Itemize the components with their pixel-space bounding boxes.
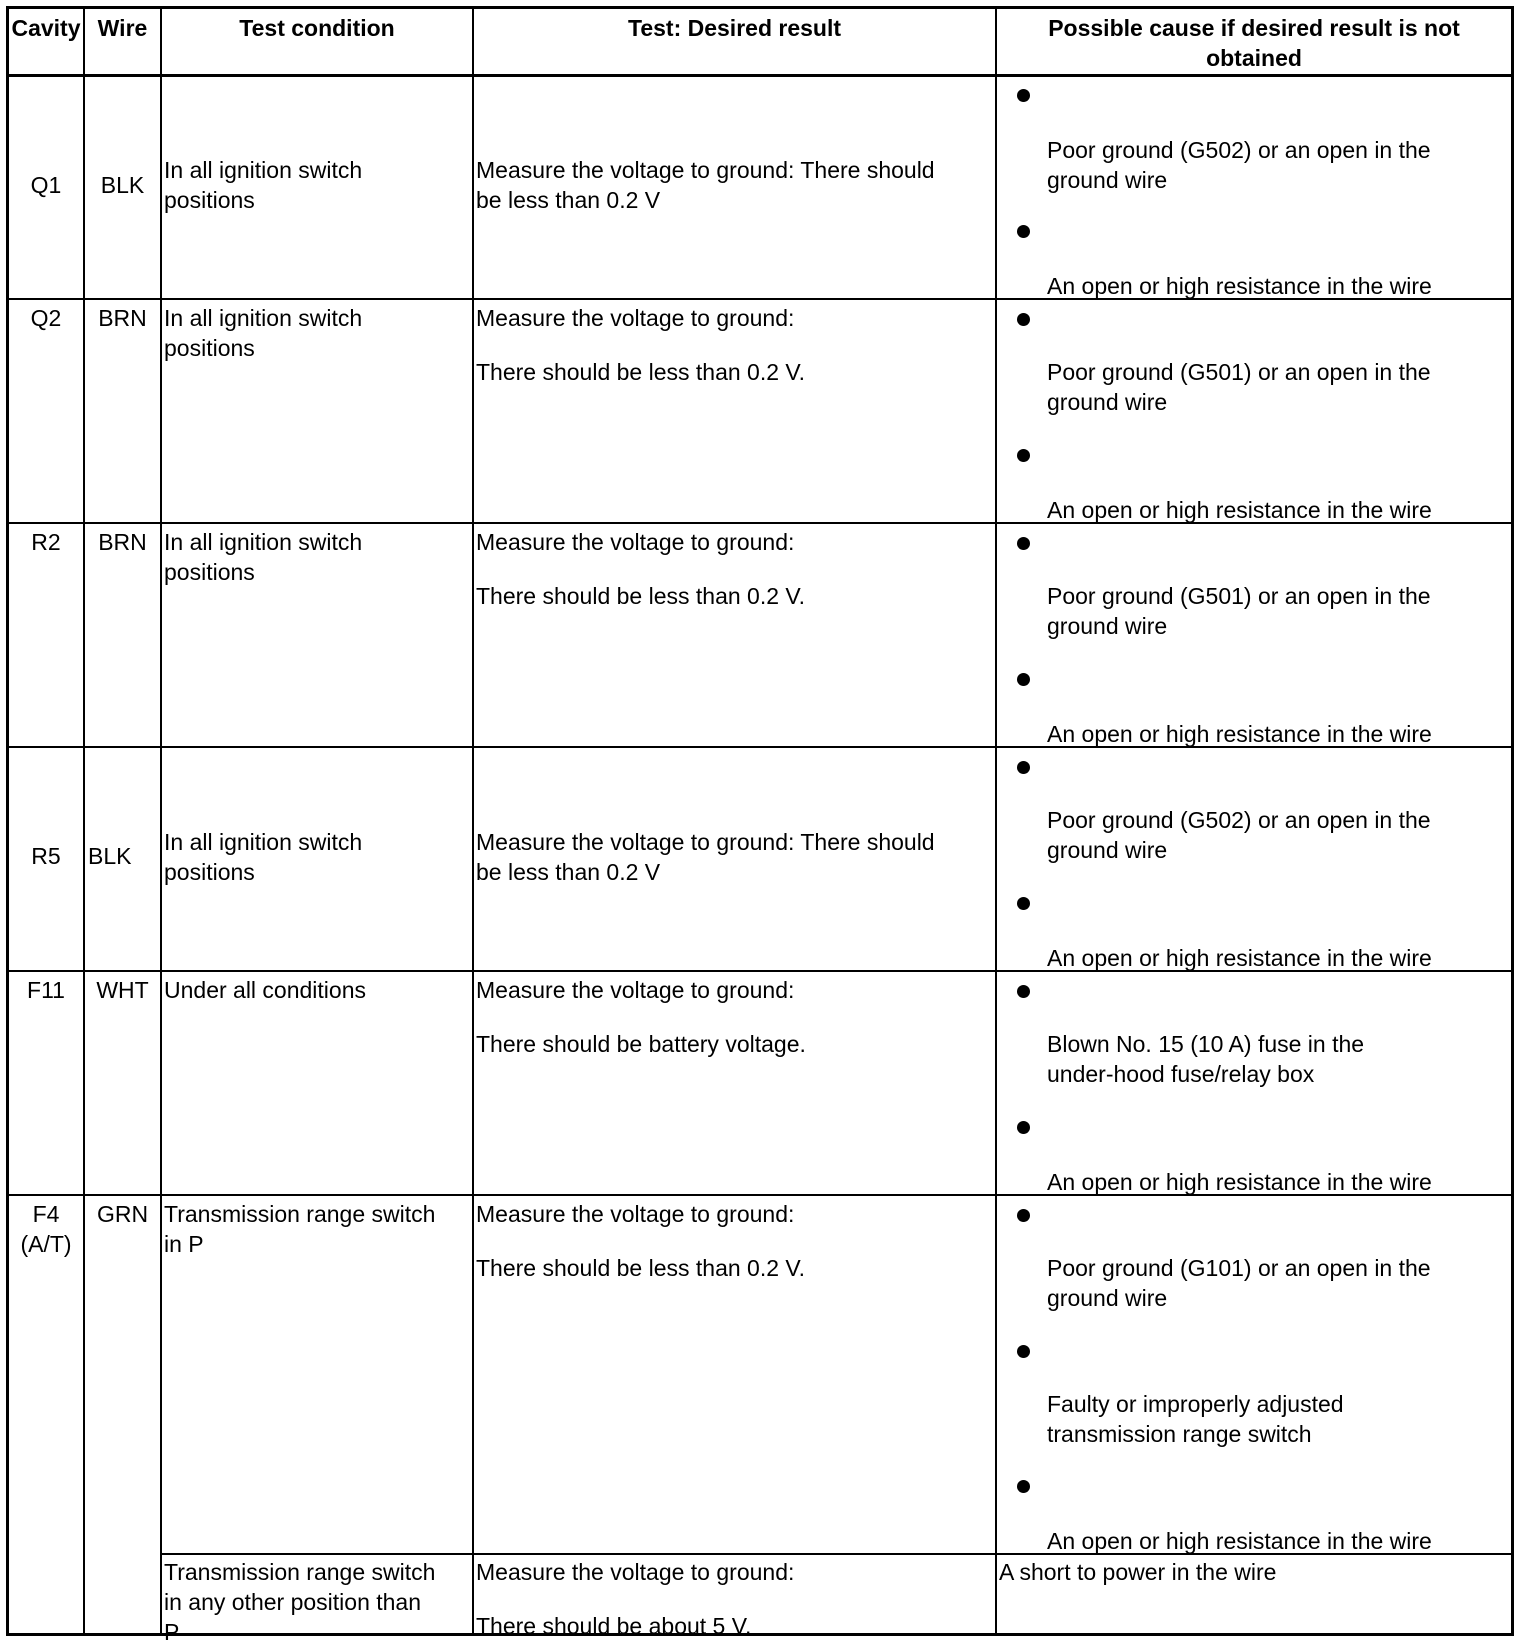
cavity-q2: Q2 bbox=[30, 305, 62, 331]
cause-f4-1 bbox=[1047, 1253, 1431, 1313]
condition-q1 bbox=[164, 155, 470, 215]
cause-r5-1-line2: ground wire bbox=[1047, 837, 1168, 863]
wire-r2: BRN bbox=[98, 529, 147, 555]
pinout-table bbox=[6, 6, 1514, 1645]
result-f4-other-line2: There should be about 5 V. bbox=[476, 1613, 752, 1639]
cause-f4-3: An open or high resistance in the wire bbox=[1047, 1528, 1432, 1554]
wire-f11: WHT bbox=[96, 977, 149, 1003]
bullet-icon bbox=[1017, 225, 1030, 238]
col-divider bbox=[472, 9, 474, 1633]
result-r2-line1: Measure the voltage to ground: bbox=[476, 529, 795, 555]
bullet-icon bbox=[1017, 1480, 1030, 1493]
result-q1-line2: be less than 0.2 V bbox=[476, 187, 661, 213]
bullet-icon bbox=[1017, 313, 1030, 326]
result-q2-line1: Measure the voltage to ground: bbox=[476, 305, 795, 331]
cause-r5-1 bbox=[1047, 805, 1431, 865]
cavity-r5: R5 bbox=[31, 843, 61, 869]
condition-f11: Under all conditions bbox=[164, 977, 367, 1003]
result-f4-other-line1: Measure the voltage to ground: bbox=[476, 1559, 795, 1585]
cause-q1-1-line1: Poor ground (G502) or an open in the bbox=[1047, 137, 1431, 163]
header-cavity: Cavity bbox=[11, 15, 81, 41]
cause-q2-1-line1: Poor ground (G501) or an open in the bbox=[1047, 359, 1431, 385]
bullet-icon bbox=[1017, 1209, 1030, 1222]
condition-r2-line1: In all ignition switch bbox=[164, 529, 363, 555]
cavity-f4-id: F4 bbox=[32, 1201, 60, 1227]
bullet-icon bbox=[1017, 1121, 1030, 1134]
condition-f4-p bbox=[164, 1199, 470, 1259]
wire-q2: BRN bbox=[98, 305, 147, 331]
header-divider bbox=[9, 74, 1511, 77]
result-f4-p-line1: Measure the voltage to ground: bbox=[476, 1201, 795, 1227]
cause-q2-1 bbox=[1047, 357, 1431, 417]
cause-f11-2: An open or high resistance in the wire bbox=[1047, 1169, 1432, 1195]
cavity-q1: Q1 bbox=[30, 172, 62, 198]
cause-f4-2-line1: Faulty or improperly adjusted bbox=[1047, 1391, 1344, 1417]
col-divider bbox=[160, 9, 162, 1633]
condition-q2 bbox=[164, 303, 470, 363]
cause-r2-2: An open or high resistance in the wire bbox=[1047, 721, 1432, 747]
result-r2-line2: There should be less than 0.2 V. bbox=[476, 583, 806, 609]
bullet-icon bbox=[1017, 449, 1030, 462]
condition-q2-line2: positions bbox=[164, 335, 255, 361]
cavity-f11: F11 bbox=[27, 977, 65, 1003]
cause-q1-1-line2: ground wire bbox=[1047, 167, 1168, 193]
bullet-icon bbox=[1017, 537, 1030, 550]
cause-q2-2: An open or high resistance in the wire bbox=[1047, 497, 1432, 523]
bullet-icon bbox=[1017, 897, 1030, 910]
cause-q1-1 bbox=[1047, 135, 1431, 195]
bullet-icon bbox=[1017, 985, 1030, 998]
result-q2-line2: There should be less than 0.2 V. bbox=[476, 359, 806, 385]
condition-q1-line2: positions bbox=[164, 187, 255, 213]
header-test-condition: Test condition bbox=[239, 15, 395, 41]
result-q1-line1: Measure the voltage to ground: There should bbox=[476, 157, 935, 183]
condition-q2-line1: In all ignition switch bbox=[164, 305, 363, 331]
result-f11-line2: There should be battery voltage. bbox=[476, 1031, 806, 1057]
header-desired-result: Test: Desired result bbox=[627, 15, 842, 41]
bullet-icon bbox=[1017, 89, 1030, 102]
result-f4-p-line2: There should be less than 0.2 V. bbox=[476, 1255, 806, 1281]
header-possible-cause bbox=[997, 13, 1511, 73]
cavity-r2: R2 bbox=[31, 529, 61, 555]
condition-f4-other bbox=[164, 1557, 470, 1647]
cause-f4-1-line2: ground wire bbox=[1047, 1285, 1168, 1311]
header-possible-cause-line1: Possible cause if desired result is not bbox=[1048, 15, 1460, 41]
cause-r5-2: An open or high resistance in the wire bbox=[1047, 945, 1432, 971]
condition-f4-other-line2: in any other position than bbox=[164, 1589, 422, 1615]
condition-f4-p-line1: Transmission range switch bbox=[164, 1201, 436, 1227]
condition-r2 bbox=[164, 527, 470, 587]
col-divider bbox=[83, 9, 85, 1633]
cause-r2-1 bbox=[1047, 581, 1431, 641]
condition-r2-line2: positions bbox=[164, 559, 255, 585]
wire-q1: BLK bbox=[100, 172, 145, 198]
wire-r5: BLK bbox=[88, 843, 132, 869]
bullet-icon bbox=[1017, 1345, 1030, 1358]
bullet-icon bbox=[1017, 673, 1030, 686]
cause-q1-2: An open or high resistance in the wire bbox=[1047, 273, 1432, 299]
condition-q1-line1: In all ignition switch bbox=[164, 157, 363, 183]
cause-q2-1-line2: ground wire bbox=[1047, 389, 1168, 415]
result-r5-line1: Measure the voltage to ground: There should bbox=[476, 829, 935, 855]
cavity-f4 bbox=[9, 1199, 83, 1259]
cause-f11-1-line2: under-hood fuse/relay box bbox=[1047, 1061, 1315, 1087]
result-r5-line2: be less than 0.2 V bbox=[476, 859, 661, 885]
result-q1 bbox=[476, 155, 993, 215]
cause-r2-1-line2: ground wire bbox=[1047, 613, 1168, 639]
wire-f4: GRN bbox=[96, 1201, 149, 1227]
cause-f4-2 bbox=[1047, 1389, 1344, 1449]
cause-f11-1-line1: Blown No. 15 (10 A) fuse in the bbox=[1047, 1031, 1365, 1057]
header-wire: Wire bbox=[97, 15, 148, 41]
col-divider bbox=[995, 9, 997, 1633]
condition-f4-other-line3: P bbox=[164, 1619, 180, 1645]
cause-f4-other: A short to power in the wire bbox=[999, 1559, 1277, 1585]
cause-f4-2-line2: transmission range switch bbox=[1047, 1421, 1312, 1447]
header-possible-cause-line2: obtained bbox=[1206, 45, 1302, 71]
condition-f4-other-line1: Transmission range switch bbox=[164, 1559, 436, 1585]
condition-r5-line2: positions bbox=[164, 859, 255, 885]
condition-r5 bbox=[164, 827, 470, 887]
cause-f4-1-line1: Poor ground (G101) or an open in the bbox=[1047, 1255, 1431, 1281]
result-f11-line1: Measure the voltage to ground: bbox=[476, 977, 795, 1003]
result-r5 bbox=[476, 827, 993, 887]
condition-f4-p-line2: in P bbox=[164, 1231, 204, 1257]
condition-r5-line1: In all ignition switch bbox=[164, 829, 363, 855]
cause-r5-1-line1: Poor ground (G502) or an open in the bbox=[1047, 807, 1431, 833]
bullet-icon bbox=[1017, 761, 1030, 774]
cavity-f4-variant: (A/T) bbox=[20, 1231, 72, 1257]
cause-f11-1 bbox=[1047, 1029, 1364, 1089]
cause-r2-1-line1: Poor ground (G501) or an open in the bbox=[1047, 583, 1431, 609]
